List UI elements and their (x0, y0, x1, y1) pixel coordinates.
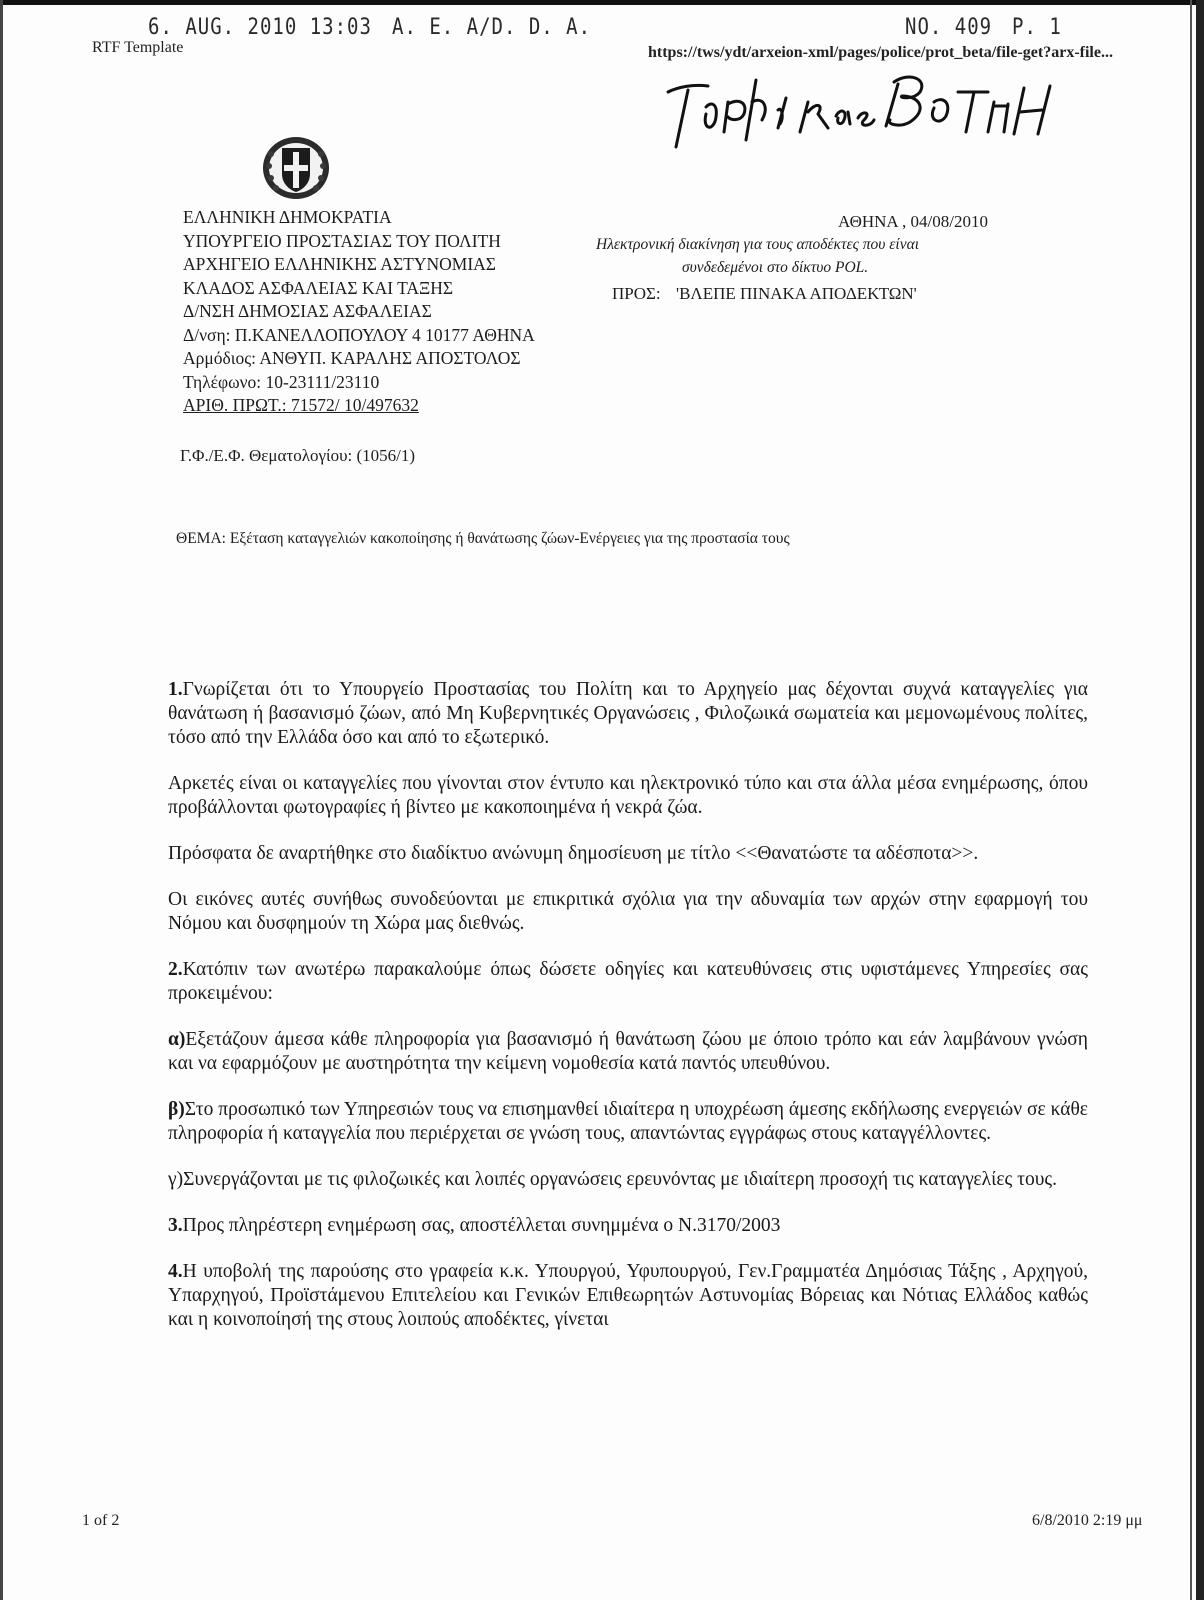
sender-line: Δ/ΝΣΗ ΔΗΜΟΣΙΑΣ ΑΣΦΑΛΕΙΑΣ (183, 301, 432, 321)
scan-edge-right (1196, 0, 1204, 1600)
print-url: https://tws/ydt/arxeion-xml/pages/police/prot_beta/file-get?arx-file... (648, 44, 1113, 61)
sender-line: ΑΡΧΗΓΕΙΟ ΕΛΛΗΝΙΚΗΣ ΑΣΤΥΝΟΜΙΑΣ (183, 254, 496, 274)
paragraph (168, 1260, 1088, 1332)
file-reference: Γ.Φ./Ε.Φ. Θεματολογίου: (1056/1) (180, 446, 416, 465)
paragraph (168, 678, 1088, 750)
paragraph-text: Γνωρίζεται ότι το Υπουργείο Προστασίας του Πολίτη και το Αρχηγείο μας δέχονται συχνά καταγγελίες για θανάτωση ή βασανισμό ζώων, από Μη Κυβερνητικές Οργανώσεις , Φιλοζωικά σωματεία και μεμονωμένους πολίτες, τόσο από την Ελλάδα όσο και από το εξωτερικό. (168, 679, 1088, 748)
paragraph (168, 1098, 1088, 1146)
place-date: ΑΘΗΝΑ , 04/08/2010 (838, 212, 988, 231)
recipients-label: ΠΡΟΣ: (612, 284, 661, 303)
paragraph (168, 1168, 1088, 1192)
paragraph-text: Προς πληρέστερη ενημέρωση σας, αποστέλλεται συνημμένα ο Ν.3170/2003 (182, 1215, 781, 1236)
sender-line: ΕΛΛΗΝΙΚΗ ΔΗΜΟΚΡΑΤΙΑ (183, 207, 392, 227)
handwritten-note-icon (658, 62, 1058, 152)
fax-number: NO. 409 (905, 14, 993, 40)
paragraph-number: 4. (168, 1261, 183, 1282)
sender-line: ΥΠΟΥΡΓΕΙΟ ΠΡΟΣΤΑΣΙΑΣ ΤΟΥ ΠΟΛΙΤΗ (183, 230, 501, 251)
paragraph-number: 3. (168, 1215, 183, 1236)
paragraph (168, 1028, 1088, 1076)
scan-edge-top (0, 0, 1204, 5)
recipients-value: 'ΒΛΕΠΕ ΠΙΝΑΚΑ ΑΠΟΔΕΚΤΩΝ' (676, 284, 917, 303)
paragraph-text: Κατόπιν των ανωτέρω παρακαλούμε όπως δώσετε οδηγίες και κατευθύνσεις στις υφιστάμενες Υπηρεσίες σας προκειμένου: (168, 959, 1088, 1004)
letter-body (168, 678, 1088, 1354)
distribution-note-line-1: Ηλεκτρονική διακίνηση για τους αποδέκτες που είναι (596, 236, 920, 253)
scan-edge-right-inner (1190, 0, 1192, 1600)
paragraph-number: β) (168, 1099, 185, 1120)
paragraph-number: α) (168, 1029, 186, 1050)
paragraph (168, 772, 1088, 820)
sender-line: Τηλέφωνο: 10-23111/23110 (183, 371, 380, 392)
paragraph-number: 2. (168, 959, 183, 980)
paragraph-text: Η υποβολή της παρούσης στο γραφεία κ.κ. Υπουργού, Υφυπουργού, Γεν.Γραμματέα Δημόσιας Τάξης , Αρχηγού, Υπαρχηγού, Προϊστάμενου Επιτελείου και Γενικών Επιθεωρητών Αστυνομίας Βόρειας και Νότιας Ελλάδος καθώς και η κοινοποίησή της στους λοιπούς αποδέκτες, γίνεται (168, 1261, 1088, 1330)
sender-line: Δ/νση: Π.ΚΑΝΕΛΛΟΠΟΥΛΟΥ 4 10177 ΑΘΗΝΑ (183, 324, 535, 345)
paragraph (168, 958, 1088, 1006)
template-label: RTF Template (92, 39, 184, 56)
greek-coat-of-arms-icon (260, 132, 332, 202)
paragraph-text: Στο προσωπικό των Υπηρεσιών τους να επισημανθεί ιδιαίτερα η υποχρέωση άμεσης εκδήλωσης ενεργειών σε κάθε πληροφορία ή καταγγελία που περιέρχεται σε γνώση τους, απαντώντας εγγράφως στους καταγγέλλοντες. (168, 1099, 1088, 1144)
scan-edge-left (0, 0, 3, 1600)
print-timestamp: 6/8/2010 2:19 μμ (1032, 1512, 1143, 1529)
paragraph-text: Εξετάζουν άμεσα κάθε πληροφορία για βασανισμό ή θανάτωση ζώου με όποιο τρόπο και εάν λαμβάνουν γνώση και να εφαρμόζουν με αυστηρότητα την κείμενη νομοθεσία κατά παντός υπευθύνου. (168, 1029, 1088, 1074)
paragraph (168, 1214, 1088, 1238)
paragraph (168, 842, 1088, 866)
page-count: 1 of 2 (82, 1512, 120, 1529)
paragraph-text: Αρκετές είναι οι καταγγελίες που γίνονται στον έντυπο και ηλεκτρονικό τύπο και στα άλλα μέσα ενημέρωσης, όπου προβάλλονται φωτογραφίες ή βίντεο με κακοποιημένα ή νεκρά ζώα. (168, 773, 1088, 818)
paragraph-number: 1. (168, 679, 183, 700)
protocol-number: ΑΡΙΘ. ΠΡΩΤ.: 71572/ 10/497632 (183, 395, 419, 415)
fax-sender: A. E. A/D. D. A. (392, 14, 592, 40)
sender-block (183, 206, 535, 418)
paragraph (168, 888, 1088, 936)
sender-line: Αρμόδιος: ΑΝΘΥΠ. ΚΑΡΑΛΗΣ ΑΠΟΣΤΟΛΟΣ (183, 348, 521, 368)
distribution-note-line-2: συνδεδεμένοι στο δίκτυο POL. (682, 259, 869, 276)
fax-date-time: 6. AUG. 2010 13:03 (148, 14, 372, 40)
sender-line: ΚΛΑΔΟΣ ΑΣΦΑΛΕΙΑΣ ΚΑΙ ΤΑΞΗΣ (183, 277, 454, 298)
subject-line: ΘΕΜΑ: Εξέταση καταγγελιών κακοποίησης ή θανάτωσης ζώων-Ενέργειες για της προστασία τους (176, 530, 790, 547)
paragraph-text: γ)Συνεργάζονται με τις φιλοζωικές και λοιπές οργανώσεις ερευνόντας με ιδιαίτερη προσοχή τις καταγγελίες τους. (168, 1169, 1057, 1190)
paragraph-text: Πρόσφατα δε αναρτήθηκε στο διαδίκτυο ανώνυμη δημοσίευση με τίτλο <<Θανατώστε τα αδέσποτα>>. (168, 843, 979, 864)
paragraph-text: Οι εικόνες αυτές συνήθως συνοδεύονται με επικριτικά σχόλια για την αδυναμία των αρχών στην εφαρμογή του Νόμου και δυσφημούν τη Χώρα μας διεθνώς. (168, 889, 1088, 934)
fax-page: P. 1 (1012, 14, 1062, 40)
